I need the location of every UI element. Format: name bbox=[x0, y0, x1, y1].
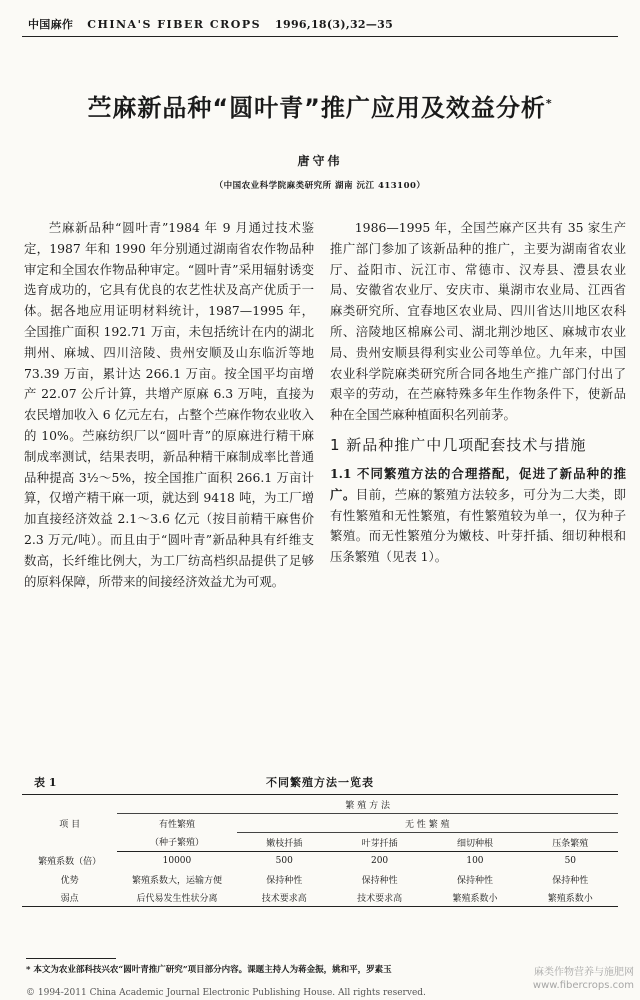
subsection-text: 目前，苎麻的繁殖方法较多，可分为二大类，即有性繁殖和无性繁殖，有性繁殖较为单一，仅为种子繁殖。而无性繁殖分为嫩枝、叶芽扦插、细切种根和压条繁殖（见表 1）。 bbox=[330, 486, 627, 565]
table-cell: 10000 bbox=[162, 856, 192, 866]
col-header-sexual-sub: （种子繁殖） bbox=[117, 833, 236, 852]
table-cell: 500 bbox=[275, 856, 293, 866]
col-header-asexual-2: 叶芽扦插 bbox=[332, 833, 427, 852]
right-column bbox=[330, 218, 626, 568]
col-header-project: 项 目 bbox=[59, 819, 81, 830]
header-rule bbox=[22, 36, 618, 37]
subsection-heading: 1.1 不同繁殖方法的合理搭配，促进了新品种的推广。 bbox=[330, 465, 626, 502]
copyright-line: © 1994-2011 China Academic Journal Electronic Publishing House. All rights reserved. bbox=[26, 988, 426, 998]
col-header-asexual-3: 细切种根 bbox=[427, 833, 522, 852]
col-header-methods: 繁 殖 方 法 bbox=[117, 795, 618, 814]
affiliation: （中国农业科学院麻类研究所 湖南 沅江 413100） bbox=[214, 181, 426, 191]
title-footnote-mark: * bbox=[545, 97, 553, 110]
table-cell: 后代易发生性状分离 bbox=[117, 888, 236, 907]
author: 唐守伟 bbox=[297, 154, 343, 168]
table-label: 表 1 bbox=[34, 776, 57, 789]
journal-header bbox=[28, 12, 612, 36]
row-label: 弱点 bbox=[22, 888, 117, 907]
table-cell: 保持种性 bbox=[456, 875, 493, 886]
paper-title-text: 苎麻新品种“圆叶青”推广应用及效益分析 bbox=[87, 94, 546, 122]
table-cell: 保持种性 bbox=[552, 875, 589, 886]
table-cell: 保持种性 bbox=[361, 875, 398, 886]
row-label: 优势 bbox=[60, 875, 79, 886]
journal-name-en: CHINA'S FIBER CROPS bbox=[87, 17, 262, 31]
paper-title bbox=[0, 88, 640, 123]
col-header-asexual: 无 性 繁 殖 bbox=[237, 814, 618, 833]
table-row bbox=[22, 888, 618, 907]
propagation-table bbox=[22, 794, 618, 907]
table-cell: 繁殖系数小 bbox=[427, 888, 522, 907]
footnote-rule bbox=[26, 958, 116, 959]
table-cell: 技术要求高 bbox=[237, 888, 332, 907]
col-header-sexual: 有性繁殖 bbox=[158, 819, 195, 830]
table-cell: 100 bbox=[466, 856, 484, 866]
table-cell: 技术要求高 bbox=[332, 888, 427, 907]
watermark-line-2: www.fibercrops.com bbox=[532, 980, 634, 991]
body-paragraph: 1986—1995 年，全国苎麻产区共有 35 家生产推广部门参加了该新品种的推广，主要为湖南省农业厅、益阳市、沅江市、常德市、汉寿县、澧县农业局、安徽省农业厅、安庆市、巢湖市农业局、江西省麻类研究所、宜春地区农业局、四川省达川地区农科所、涪陵地区棉麻公司、湖北荆沙地区、麻城市农业局、贵州安顺县得利实业公司等单位。九年来，中国农业科学院麻类研究所合同各地生产推广部门付出了艰辛的劳动，在苎麻特殊多年生作物条件下，使新品种在全国苎麻种植面积名列前茅。 bbox=[330, 220, 626, 423]
journal-name-cn: 中国麻作 bbox=[28, 18, 74, 31]
table-caption: 不同繁殖方法一览表 bbox=[266, 776, 374, 789]
col-header-asexual-1: 嫩枝扦插 bbox=[237, 833, 332, 852]
table-row bbox=[22, 852, 618, 871]
journal-issue: 1996,18(3),32—35 bbox=[275, 17, 394, 31]
table-cell: 繁殖系数大，运输方便 bbox=[131, 875, 222, 886]
footnote: * 本文为农业部科技兴农“圆叶青推广研究”项目部分内容。课题主持人为蒋金振，姚和平，罗素玉 bbox=[26, 965, 392, 975]
table-cell: 繁殖系数小 bbox=[523, 888, 618, 907]
subsection-paragraph bbox=[330, 464, 626, 568]
col-header-asexual-4: 压条繁殖 bbox=[523, 833, 618, 852]
left-column bbox=[24, 218, 314, 592]
body-paragraph: 苎麻新品种“圆叶青”1984 年 9 月通过技术鉴定，1987 年和 1990 年分别通过湖南省农作物品种审定和全国农作物品种审定。“圆叶青”采用辐射诱变选育成功的，它具有优良的农艺性状及高产优质于一体。据各地应用证明材料统计，1987—1995 年，全国推广面积 192.71 万亩，未包括统计在内的湖北荆州、麻城、四川涪陵、贵州安顺及山东临沂等地 73.39 万亩，累计达 266.1 万亩。按全国平均亩增产 22.07 公斤计算，共增产原麻 6.3 万吨，直接为农民增加收入 6 亿元左右，占整个苎麻作物农业收入的 10%。苎麻纺织厂以“圆叶青”的原麻进行精干麻制成率测试，结果表明，新品种精干麻制成率比普通品种提高 3½～5%，按全国推广面积 266.1 万亩计算，仅增产精干麻一项，就达到 9418 吨，为工厂增加直接经济效益 2.1～3.6 亿元（按目前精干麻售价 2.3 万元/吨）。而且由于“圆叶青”新品种具有纤维支数高，长纤维比例大，为工厂纺高档织品提供了足够的原料保障，所带来的间接经济效益尤为可观。 bbox=[24, 220, 314, 589]
table-row bbox=[22, 870, 618, 888]
table-cell: 保持种性 bbox=[266, 875, 303, 886]
section-heading: 1 新品种推广中几项配套技术与措施 bbox=[330, 435, 587, 454]
watermark-line-1: 麻类作物营养与施肥网 bbox=[534, 967, 634, 978]
watermark bbox=[533, 966, 634, 992]
row-label: 繁殖系数（倍） bbox=[38, 857, 102, 868]
table-cell: 200 bbox=[370, 856, 389, 866]
table-cell: 50 bbox=[564, 856, 577, 866]
